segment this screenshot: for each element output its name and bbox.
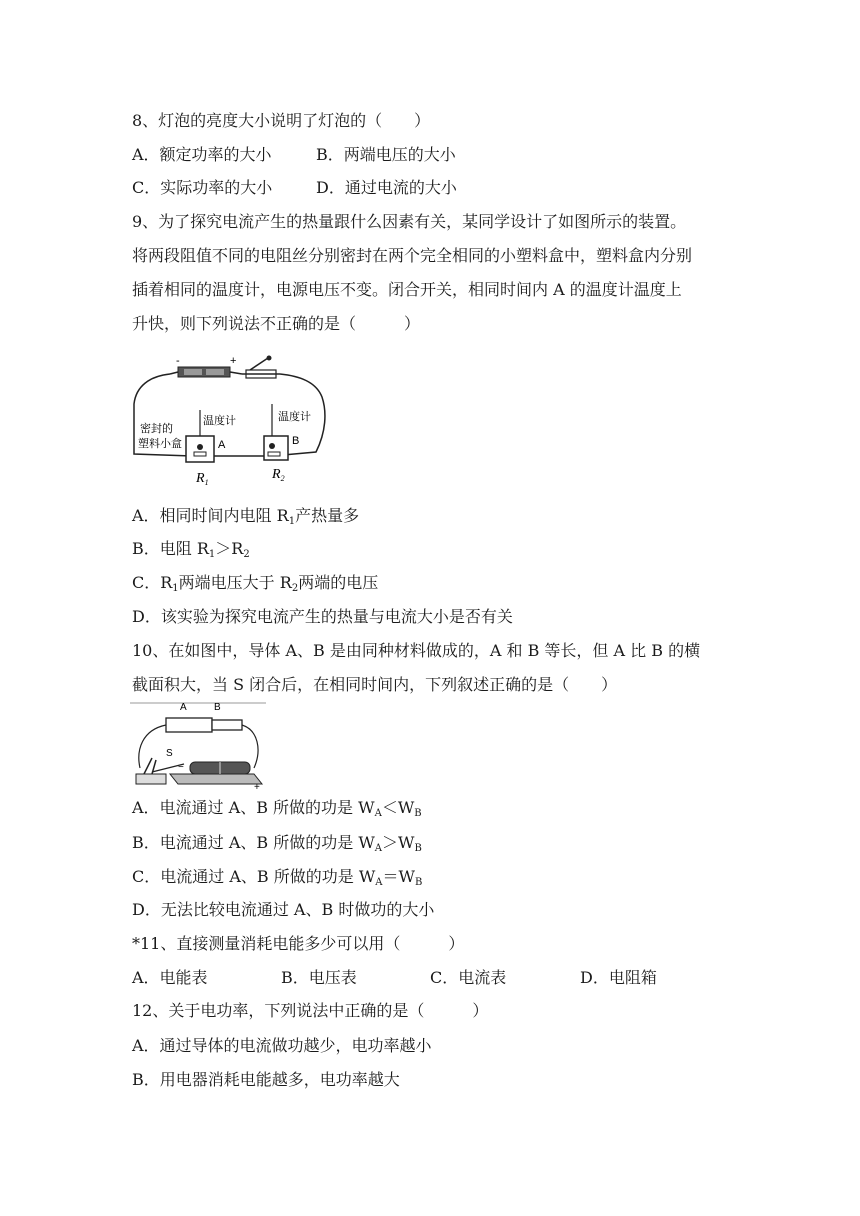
q8-option-a: A．额定功率的大小 <box>132 145 272 164</box>
q9-stem-line-3: 插着相同的温度计，电源电压不变。闭合开关，相同时间内 A 的温度计温度上 <box>132 280 682 299</box>
label-b: B <box>292 435 300 447</box>
q9-circuit-figure <box>130 352 330 487</box>
battery-minus: - <box>176 355 180 367</box>
q8-option-b: B．两端电压的大小 <box>316 145 456 164</box>
q10-stem-line-1: 10、在如图中，导体 A、B 是由同种材料做成的，A 和 B 等长，但 A 比 B 的横 <box>132 641 701 660</box>
box-label-2: 塑料小盒 <box>138 437 182 450</box>
q9-option-a: A．相同时间内电阻 $R_1$产热量多 <box>132 506 360 527</box>
battery-plus: + <box>254 782 260 790</box>
q10-option-a: A．电流通过 A、B 所做的功是 $W_A<W_B$ <box>132 798 422 819</box>
q10-stem-line-2: 截面积大，当 S 闭合后，在相同时间内，下列叙述正确的是（ ） <box>132 675 618 694</box>
q9-stem-line-1: 9、为了探究电流产生的热量跟什么因素有关，某同学设计了如图所示的装置。 <box>132 212 687 231</box>
label-b: B <box>214 702 221 713</box>
thermometer-a-label: 温度计 <box>203 414 236 427</box>
q11-stem: *11、直接测量消耗电能多少可以用（ ） <box>132 934 465 953</box>
q9-option-d: D．该实验为探究电流产生的热量与电流大小是否有关 <box>132 607 513 626</box>
label-a: A <box>218 439 226 451</box>
q8-option-d: D．通过电流的大小 <box>316 178 457 197</box>
q9-stem-line-2: 将两段阻值不同的电阻丝分别密封在两个完全相同的小塑料盒中，塑料盒内分别 <box>132 246 693 265</box>
q12-stem: 12、关于电功率，下列说法中正确的是（ ） <box>132 1001 489 1020</box>
q9-stem-line-4: 升快，则下列说法不正确的是（ ） <box>132 314 421 333</box>
q10-option-d: D．无法比较电流通过 A、B 时做功的大小 <box>132 900 435 919</box>
r1-label: $R_1$ <box>196 471 209 487</box>
q11-option-b: B．电压表 <box>281 968 357 987</box>
battery-minus: − <box>178 762 184 773</box>
q10-option-b: B．电流通过 A、B 所做的功是 $W_A>W_B$ <box>132 833 422 854</box>
q8-option-c: C．实际功率的大小 <box>132 178 273 197</box>
q9-option-c: C．$R_1$两端电压大于 $R_2$两端的电压 <box>132 573 379 594</box>
q11-option-d: D．电阻箱 <box>580 968 657 987</box>
r2-label: $R_2$ <box>272 467 285 483</box>
q10-option-c: C．电流通过 A、B 所做的功是 $W_A=W_B$ <box>132 867 423 888</box>
label-a: A <box>180 702 187 713</box>
battery-plus: + <box>230 355 237 367</box>
q8-stem: 8、灯泡的亮度大小说明了灯泡的（ ） <box>132 111 431 130</box>
q12-option-a: A．通过导体的电流做功越少，电功率越小 <box>132 1036 432 1055</box>
thermometer-b-label: 温度计 <box>278 410 311 423</box>
q11-option-a: A．电能表 <box>132 968 208 987</box>
q9-option-b: B．电阻 $R_1>R_2$ <box>132 539 250 560</box>
q12-option-b: B．用电器消耗电能越多，电功率越大 <box>132 1070 400 1089</box>
label-s: S <box>166 748 173 759</box>
q11-option-c: C．电流表 <box>430 968 507 987</box>
box-label-1: 密封的 <box>140 422 173 435</box>
q10-circuit-figure <box>130 700 268 790</box>
